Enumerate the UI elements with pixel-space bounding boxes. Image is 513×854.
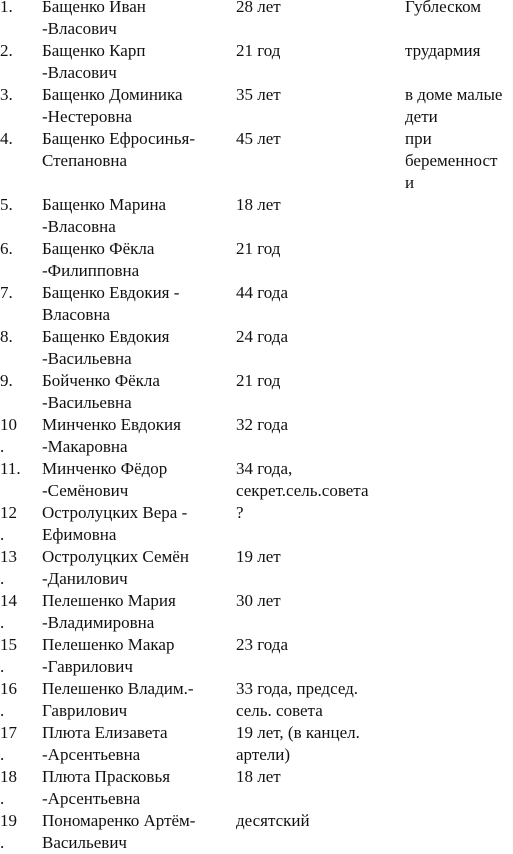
row-note: Гублеском — [405, 0, 482, 16]
row-num: 11. — [0, 459, 21, 478]
row-age: 21 год — [236, 371, 281, 390]
row-name: Остролуцких Семён -Данилович — [42, 547, 189, 588]
row-name: Бащенко Карп -Власович — [42, 41, 146, 82]
row-num: 15 . — [0, 635, 17, 676]
row-name: Минченко Фёдор -Семёнович — [42, 459, 168, 500]
row-num: 17 . — [0, 723, 17, 764]
row-num: 10 . — [0, 415, 17, 456]
row-num: 13 . — [0, 547, 17, 588]
row-num: 16 . — [0, 679, 17, 720]
row-name: Бащенко Доминика -Нестеровна — [42, 85, 183, 126]
row-name: Пелешенко Макар -Гаврилович — [42, 635, 175, 676]
row-num: 14 . — [0, 591, 17, 632]
row-name: Пелешенко Владим.- Гаврилович — [42, 679, 194, 720]
row-name: Пелешенко Мария -Владимировна — [42, 591, 176, 632]
row-age: 44 года — [236, 283, 289, 302]
row-name: Минченко Евдокия -Макаровна — [42, 415, 181, 456]
row-age: 28 лет — [236, 0, 281, 16]
row-name: Бащенко Фёкла -Филипповна — [42, 239, 155, 280]
row-age: десятский — [236, 811, 310, 830]
row-age: 30 лет — [236, 591, 281, 610]
row-name: Пономаренко Артём- Васильевич — [42, 811, 196, 852]
row-age: 21 год — [236, 239, 281, 258]
row-age: 18 лет — [236, 195, 281, 214]
row-name: Плюта Елизавета -Арсентьевна — [42, 723, 168, 764]
row-num: 3. — [0, 85, 13, 104]
row-name: Бащенко Иван -Власович — [42, 0, 146, 38]
row-num: 18 . — [0, 767, 17, 808]
row-age: 45 лет — [236, 129, 281, 148]
row-num: 19 . — [0, 811, 17, 852]
row-note: трудармия — [405, 41, 481, 60]
row-num: 6. — [0, 239, 13, 258]
row-note: в доме малые дети — [405, 85, 503, 126]
row-name: Плюта Прасковья -Арсентьевна — [42, 767, 171, 808]
row-name: Бащенко Евдокия - Власовна — [42, 283, 180, 324]
row-age: 19 лет — [236, 547, 281, 566]
row-num: 4. — [0, 129, 13, 148]
row-age: 33 года, председ. сель. совета — [236, 679, 359, 720]
row-name: Бащенко Марина -Власовна — [42, 195, 167, 236]
row-age: 21 год — [236, 41, 281, 60]
row-age: 34 года, секрет.сель.совета — [236, 459, 369, 500]
row-name: Бойченко Фёкла -Васильевна — [42, 371, 160, 412]
row-num: 1. — [0, 0, 13, 16]
row-age: 23 года — [236, 635, 289, 654]
row-num: 9. — [0, 371, 13, 390]
row-num: 8. — [0, 327, 13, 346]
row-name: Бащенко Евдокия -Васильевна — [42, 327, 170, 368]
row-note: при беременност и — [405, 129, 498, 192]
row-age: 19 лет, (в канцел. артели) — [236, 723, 360, 764]
row-age: 24 года — [236, 327, 289, 346]
row-num: 5. — [0, 195, 13, 214]
row-num: 2. — [0, 41, 13, 60]
row-age: ? — [236, 503, 244, 522]
row-name: Остролуцких Вера - Ефимовна — [42, 503, 188, 544]
row-age: 18 лет — [236, 767, 281, 786]
row-age: 35 лет — [236, 85, 281, 104]
row-num: 7. — [0, 283, 13, 302]
row-name: Бащенко Ефросинья- Степановна — [42, 129, 195, 170]
row-age: 32 года — [236, 415, 289, 434]
row-num: 12 . — [0, 503, 17, 544]
